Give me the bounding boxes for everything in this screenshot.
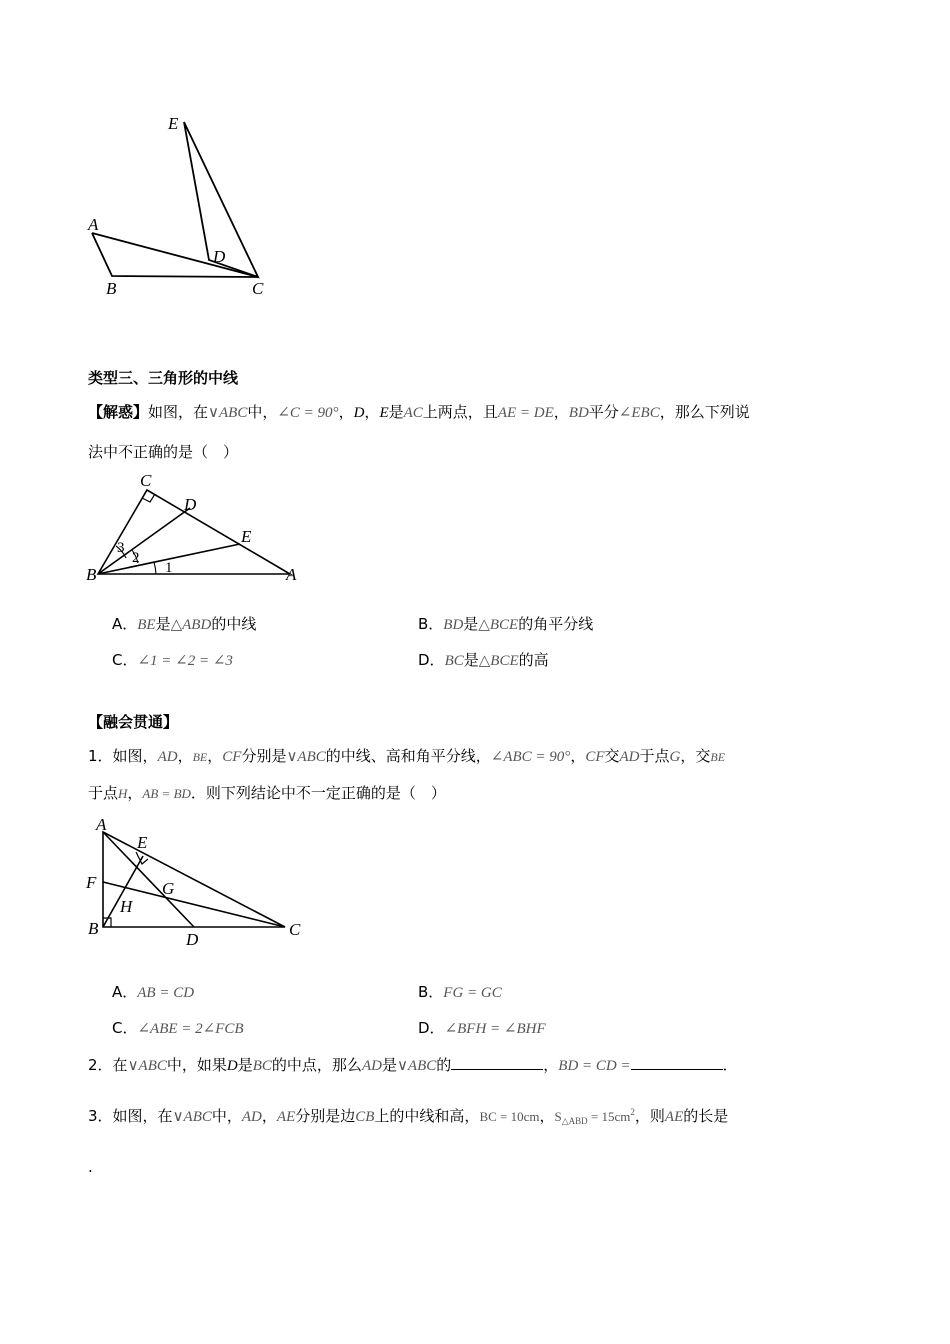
jiehuo-option-d[interactable]: D．BC是△BCE的高 (418, 651, 549, 669)
q1-line1: 1．如图，AD，BE，CF分别是∨ABC的中线、高和角平分线，∠ABC = 90°，CF交AD于点G，交BE (88, 747, 726, 765)
fig2-label-a: A (286, 565, 297, 584)
fig3-label-b: B (88, 919, 99, 938)
fig3-label-f: F (86, 873, 97, 892)
fig2-label-d: D (184, 495, 197, 514)
fig1-label-d: D (213, 247, 226, 266)
jiehuo-question-line1: 【解惑】如图，在∨ABC中，∠C = 90°，D，E是AC上两点，且AE = DE，BD平分∠EBC，那么下列说 (88, 403, 750, 421)
ronghui-tag: 【融会贯通】 (88, 713, 179, 731)
fig1-label-c: C (252, 279, 264, 298)
q1-option-c[interactable]: C．∠ABE = 2∠FCB (112, 1019, 244, 1037)
figure-2-right-triangle-diagram (80, 470, 320, 590)
q1-option-d[interactable]: D．∠BFH = ∠BHF (418, 1019, 546, 1037)
jiehuo-option-b[interactable]: B．BD是△BCE的角平分线 (418, 615, 594, 633)
fig3-segment-be (103, 856, 143, 927)
q2-blank-1[interactable] (451, 1055, 543, 1070)
fig2-label-2: 2 (132, 550, 140, 566)
fig1-label-a: A (88, 215, 99, 234)
q2-blank-2[interactable] (631, 1055, 723, 1070)
fig2-label-e: E (241, 527, 252, 546)
jiehuo-question-line2: 法中不正确的是（ ） (88, 443, 239, 461)
fig3-label-g: G (162, 879, 175, 898)
fig3-label-c: C (289, 920, 301, 939)
fig2-label-b: B (86, 565, 97, 584)
jiehuo-option-a[interactable]: A．BE是△ABD的中线 (112, 615, 257, 633)
jiehuo-tag: 【解惑】 (88, 403, 149, 421)
fig1-label-b: B (106, 279, 117, 298)
fig2-label-1: 1 (165, 560, 173, 576)
fig1-segment-a-b-c (92, 233, 258, 277)
fig3-label-h: H (120, 897, 133, 916)
fig2-label-3: 3 (117, 540, 125, 556)
q3-line: 3．如图，在∨ABC中，AD，AE分别是边CB上的中线和高，BC = 10cm，$S_{\triangle ABD} = 15cm^2$，则AE的长是 (88, 1107, 729, 1126)
q1-line2: 于点H，AB = BD．则下列结论中不一定正确的是（ ） (88, 784, 446, 802)
figure-3-triangle-diagram (80, 812, 320, 947)
q1-option-a[interactable]: A．AB = CD (112, 983, 195, 1001)
math-triangle-abc: ∨ABC (208, 405, 248, 421)
jiehuo-option-c[interactable]: C．∠1 = ∠2 = ∠3 (112, 651, 233, 669)
fig2-angle-arc-1 (154, 562, 156, 574)
math-area-abd: $S_{\triangle ABD} = 15cm^2$ (554, 1107, 635, 1126)
fig3-label-a: A (96, 815, 107, 834)
fig1-label-e: E (168, 114, 179, 133)
section-title: 类型三、三角形的中线 (88, 369, 239, 387)
fig2-label-c: C (140, 471, 152, 490)
q1-option-b[interactable]: B．FG = GC (418, 983, 502, 1001)
figure-1-triangle-diagram (80, 105, 280, 305)
math-angle-c: ∠C = 90° (277, 405, 339, 421)
q3-end-period: . (88, 1158, 93, 1176)
fig3-segment-ad (103, 832, 194, 927)
fig3-label-e: E (137, 833, 148, 852)
fig3-label-d: D (186, 930, 199, 947)
q2-line: 2．在∨ABC中，如果D是BC的中点，那么AD是∨ABC的 ，BD = CD = ． (88, 1056, 738, 1074)
